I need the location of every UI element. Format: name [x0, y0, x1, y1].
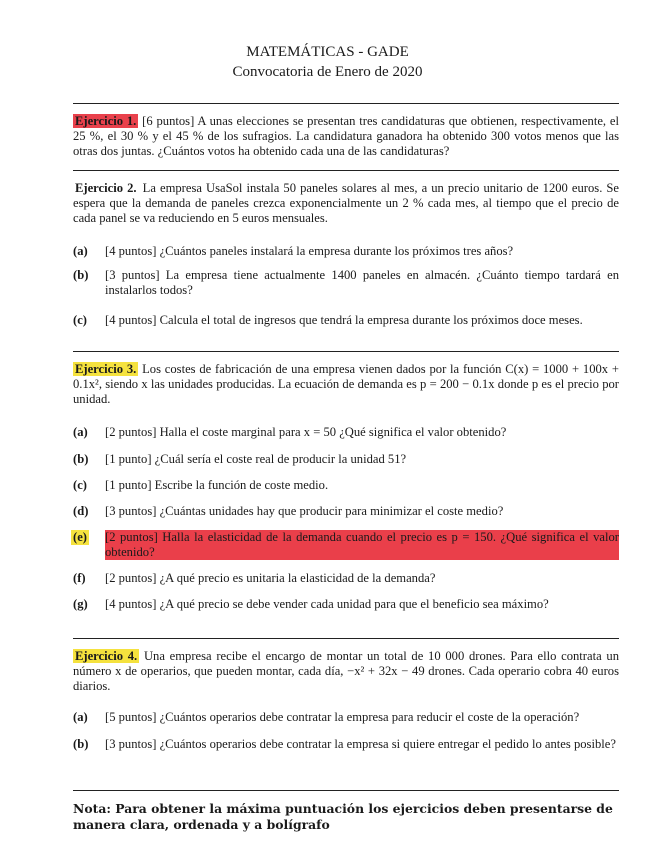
divider: [73, 103, 619, 104]
item-text: [1 punto] Escribe la función de coste medio.: [105, 478, 329, 492]
item-text: [3 puntos] La empresa tiene actualmente 1400 paneles en almacén. ¿Cuánto tiempo tardará en instalarlos todos?: [105, 268, 619, 298]
item-text: [4 puntos] Calcula el total de ingresos que tendrá la empresa durante los próximos doce meses.: [105, 313, 583, 327]
item-label: (a): [73, 425, 88, 439]
exercise-4-text: Una empresa recibe el encargo de montar un total de 10 000 drones. Para ello contrata un número x de operarios, que pueden montar, cada día, −x² + 32x − 49 drones. Cada operario cobra 40 euros diarios.: [73, 649, 620, 694]
exercise-3-item-d: [73, 504, 619, 519]
exercise-3-item-a: [73, 425, 619, 440]
item-text: [2 puntos] Halla la elasticidad de la demanda cuando el precio es p = 150. ¿Qué significa el valor obtenido?: [105, 530, 619, 560]
item-text: [5 puntos] ¿Cuántos operarios debe contratar la empresa para reducir el coste de la operación?: [105, 710, 580, 724]
exercise-3-label: Ejercicio 3.: [75, 362, 137, 376]
exercise-2-item-b: [73, 268, 619, 298]
exercise-3-item-f: [73, 571, 619, 586]
exercise-2-item-c: [73, 313, 619, 328]
item-text: [3 puntos] ¿Cuántas unidades hay que producir para minimizar el coste medio?: [105, 504, 504, 518]
item-label: (g): [73, 597, 88, 611]
item-label: (a): [73, 710, 88, 724]
item-label: (b): [73, 737, 89, 751]
exercise-2-text: La empresa UsaSol instala 50 paneles solares al mes, a un precio unitario de 1200 euros. Se espera que la demanda de paneles crezca exponencialmente un 2 % cada mes, al tiempo que el precio de cada panel se va reduciendo en 5 euros mensuales.: [73, 181, 620, 226]
item-text: [3 puntos] ¿Cuántos operarios debe contratar la empresa si quiere entregar el pedido lo antes posible?: [105, 737, 616, 751]
exercise-4-item-b: [73, 737, 619, 752]
exercise-1-label: Ejercicio 1.: [75, 114, 137, 128]
exercise-3: [73, 362, 619, 408]
exercise-1-text: [6 puntos] A unas elecciones se presentan tres candidaturas que obtienen, respectivamente, el 25 %, el 30 % y el 45 % de los sufragios. La candidatura ganadora ha obtenido 300 votos menos que las otras dos juntas. ¿Cuántos votos ha obtenido cada una de las candidaturas?: [73, 114, 619, 159]
divider: [73, 170, 619, 171]
exercise-1: [73, 114, 619, 160]
exercise-2-label: Ejercicio 2.: [75, 181, 137, 195]
exercise-2: [73, 181, 619, 227]
exercise-4-label: Ejercicio 4.: [75, 649, 138, 663]
item-label: (d): [73, 504, 89, 518]
page-subtitle: Convocatoria de Enero de 2020: [232, 64, 423, 80]
exercise-4: [73, 649, 619, 695]
item-label: (b): [73, 268, 89, 282]
exercise-3-item-c: [73, 478, 619, 493]
footer-note: Nota: Para obtener la máxima puntuación los ejercicios deben presentarse de manera clara, ordenada y a bolígrafo: [73, 801, 613, 832]
item-text: [2 puntos] Halla el coste marginal para x = 50 ¿Qué significa el valor obtenido?: [105, 425, 507, 439]
item-text: [2 puntos] ¿A qué precio es unitaria la elasticidad de la demanda?: [105, 571, 436, 585]
item-text: [4 puntos] ¿Cuántos paneles instalará la empresa durante los próximos tres años?: [105, 244, 514, 258]
item-label: (f): [73, 571, 86, 585]
exercise-3-item-e: [73, 530, 619, 560]
exercise-3-item-b: [73, 452, 619, 467]
exercise-3-item-g: [73, 597, 619, 612]
divider: [73, 638, 619, 639]
exercise-2-item-a: [73, 244, 619, 259]
page-title: MATEMÁTICAS - GADE: [246, 44, 409, 60]
item-label: (b): [73, 452, 89, 466]
item-label: (e): [73, 530, 87, 544]
item-label: (c): [73, 313, 87, 327]
item-text: [1 punto] ¿Cuál sería el coste real de producir la unidad 51?: [105, 452, 407, 466]
exercise-3-text: Los costes de fabricación de una empresa vienen dados por la función C(x) = 1000 + 100x + 0.1x², siendo x las unidades producidas. La ecuación de demanda es p = 200 − 0.1x donde p es el precio por unidad.: [73, 362, 619, 407]
item-label: (c): [73, 478, 87, 492]
item-text: [4 puntos] ¿A qué precio se debe vender cada unidad para que el beneficio sea máximo?: [105, 597, 549, 611]
exercise-4-item-a: [73, 710, 619, 725]
divider: [73, 790, 619, 791]
divider: [73, 351, 619, 352]
item-label: (a): [73, 244, 88, 258]
